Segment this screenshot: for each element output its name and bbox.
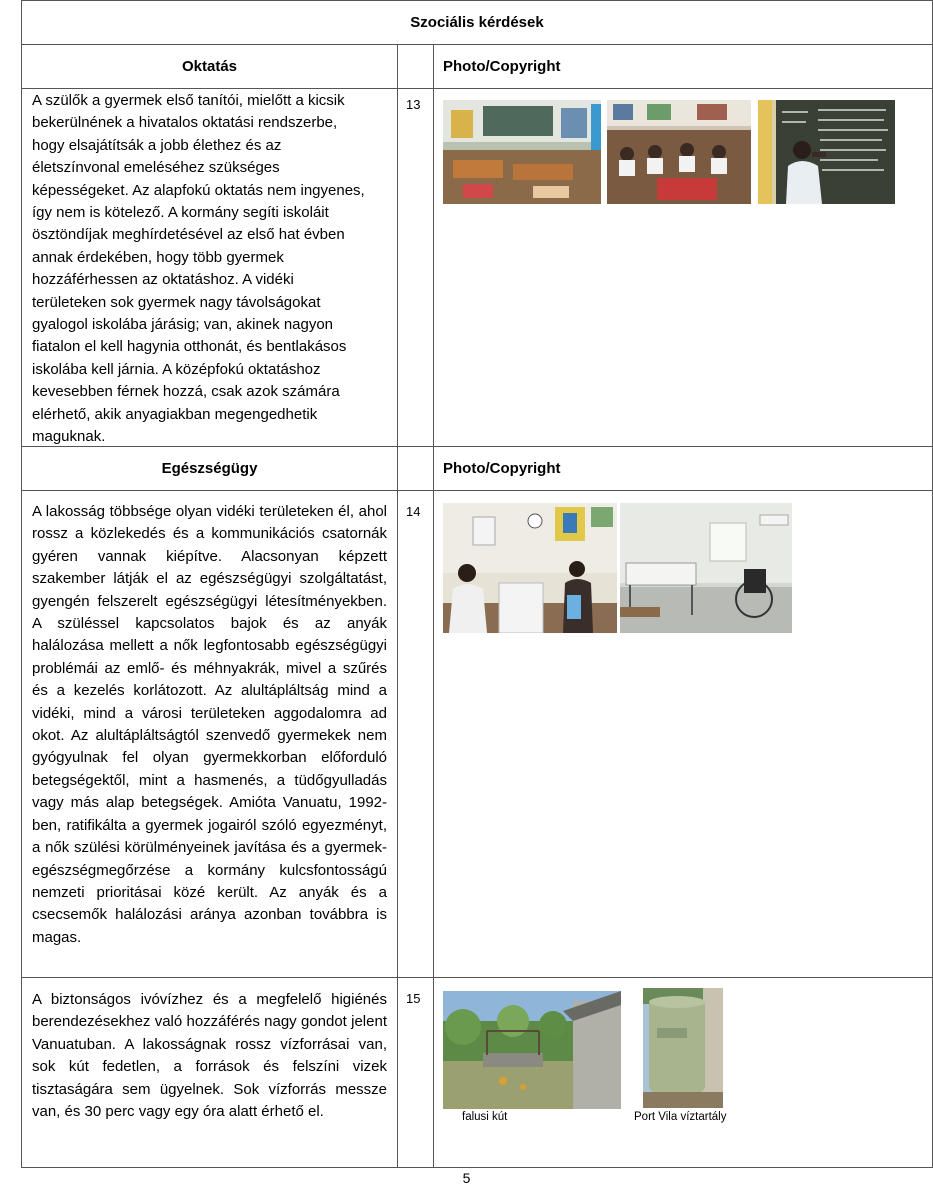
education-heading <box>22 45 398 88</box>
water-tank-caption: Port Vila víztartály <box>634 1111 727 1123</box>
health-content-row <box>22 491 932 978</box>
education-line: kevesebben férnek hozzá, csak azok számára <box>32 383 340 401</box>
education-heading-text: Oktatás <box>181 58 238 75</box>
health-heading <box>22 447 398 490</box>
title-row <box>22 1 932 45</box>
education-line: így nem is kötelező. A kormány segíti iskoláit <box>32 204 329 222</box>
education-line: iskolába kell járnia. A középfokú oktatáshoz <box>32 360 321 378</box>
education-photos-cell <box>434 89 932 446</box>
page-title <box>22 1 932 44</box>
health-number-cell <box>398 491 434 977</box>
education-line: hozzáférhessen az oktatáshoz. A vidéki <box>32 271 294 289</box>
hospital-ward-photo <box>620 503 792 633</box>
education-line: annak érdekében, hogy több gyermek <box>32 248 284 266</box>
education-photo-heading <box>434 45 932 88</box>
education-line: hogy elsajátítsák a jobb élethez és az <box>32 136 282 154</box>
health-photo-heading-text: Photo/Copyright <box>443 460 561 477</box>
education-line: fiatalon el kell hagynia otthonát, és bentlakásos <box>32 338 347 356</box>
water-tank-photo <box>643 988 723 1108</box>
water-photos-cell <box>434 978 932 1167</box>
education-line: ösztöndíjak meghírdetésével az első hat évben <box>32 226 345 244</box>
health-photo-heading <box>434 447 932 490</box>
education-text-cell <box>22 89 398 446</box>
education-number-header <box>398 45 434 88</box>
education-line: gyalogol iskolába járásig; van, akinek nagyon <box>32 316 334 334</box>
health-header-row <box>22 447 932 491</box>
education-content-row <box>22 89 932 447</box>
education-line: elérhető, akik anyagiakban megengedhetik <box>32 405 318 423</box>
health-paragraph: A lakosság többsége olyan vidéki területeken él, ahol rossz a közlekedés és a kommunikációs csatornák gyéren vannak kiépítve. Alacsonyan képzett szakember látják el az egészségügyi szolgáltatást, gyengén felszerelt egészségügyi létesítményekben. A szüléssel kapcsolatos bajok és az anyák halálozása mellett a nők legfontosabb egészségügyi problémái az emlő- és méhnyakrák, mivel a szűrés és a kezelés korlátozott. Az alultápláltság mind a vidéki, mind a városi területeken aggodalomra ad okot. Az alultápláltságtól szenvedő gyermekek nem gyógyulnak fel olyan gyermekkorban előforduló betegségektől, mint a hasmenés, a tüdőgyulladás vagy más alap betegségek. Amióta Vanuatu, 1992-ben, ratifikálta a gyermek jogairól szóló egyezményt, a nők szülési körülményeinek javítása és a gyermek-egészségmegőrzése a kormány kulcsfontosságú nemzeti prioritásai közé került. Az anyák és a csecsemők halálozási aránya azonban továbbra is magas. <box>32 503 387 946</box>
water-content-row <box>22 978 932 1167</box>
classroom-photo-2 <box>607 100 751 204</box>
social-issues-table <box>21 0 933 1168</box>
health-number-header <box>398 447 434 490</box>
clinic-photo <box>443 503 617 633</box>
education-header-row <box>22 45 932 89</box>
blackboard-photo <box>758 100 895 204</box>
page-title-text: Szociális kérdések <box>410 14 544 31</box>
education-line: bekerülnének a hivatalos oktatási rendszerbe, <box>32 114 338 132</box>
page-number: 5 <box>462 1170 471 1186</box>
education-line: képességeket. Az alapfokú oktatás nem ingyenes, <box>32 181 365 199</box>
water-number-cell <box>398 978 434 1167</box>
health-number: 14 <box>406 504 421 519</box>
village-well-caption: falusi kút <box>462 1111 508 1123</box>
education-paragraph <box>22 89 397 449</box>
education-photo-heading-text: Photo/Copyright <box>443 58 561 75</box>
health-text-cell <box>22 491 398 977</box>
village-well-photo <box>443 991 621 1109</box>
education-number-cell <box>398 89 434 446</box>
education-line: területeken sok gyermek nagy távolságokat <box>32 293 321 311</box>
education-line: életszínvonal emeléséhez szükséges <box>32 159 280 177</box>
health-heading-text: Egészségügy <box>161 460 258 477</box>
education-number: 13 <box>406 97 421 112</box>
classroom-photo-1 <box>443 100 601 204</box>
water-number: 15 <box>406 991 421 1006</box>
water-paragraph: A biztonságos ivóvízhez és a megfelelő higiénés berendezésekhez való hozzáférés nagy gondot jelent Vanuatuban. A lakosságnak rossz vízforrásai van, sok kút fedetlen, a források és felszíni vizek tisztaságára sem ügyelnek. Sok vízforrás messze van, és 30 perc vagy egy óra alatt érhető el. <box>32 991 387 1121</box>
education-line: A szülők a gyermek első tanítói, mielőtt a kicsik <box>32 92 345 109</box>
education-line: maguknak. <box>32 428 106 446</box>
health-photos-cell <box>434 491 932 977</box>
water-text-cell <box>22 978 398 1167</box>
